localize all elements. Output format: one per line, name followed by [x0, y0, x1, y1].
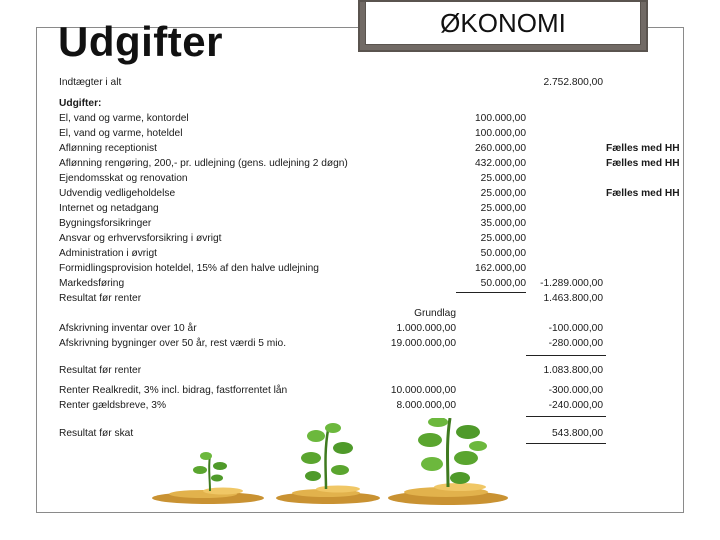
expense-label: Markedsføring [59, 278, 125, 289]
depreciation-value: -100.000,00 [548, 323, 603, 334]
expense-amount: 100.000,00 [475, 113, 526, 124]
expense-amount: 50.000,00 [480, 248, 526, 259]
interest-basis: 8.000.000,00 [396, 400, 456, 411]
expense-label: Formidlingsprovision hoteldel, 15% af den halve udlejning [59, 263, 319, 274]
income-label: Indtægter i alt [59, 77, 122, 88]
expense-label: Administration i øvrigt [59, 248, 157, 259]
interest-sum-rule [526, 416, 606, 417]
result-label: Resultat før renter [59, 293, 142, 304]
expense-label: Aflønning rengøring, 200,- pr. udlejning (gens. udlejning 2 døgn) [59, 158, 348, 169]
depreciation-label: Afskrivning bygninger over 50 år, rest værdi 5 mio. [59, 338, 287, 349]
expense-row [0, 113, 720, 128]
result-value: 1.463.800,00 [543, 293, 603, 304]
interest-row [0, 400, 720, 415]
expense-amount: 25.000,00 [480, 203, 526, 214]
expense-label: Internet og netadgang [59, 203, 159, 214]
expense-label: Bygningsforsikringer [59, 218, 152, 229]
depreciation-basis: 19.000.000,00 [390, 338, 456, 349]
coin-stack-icon [276, 486, 380, 505]
medium-plant-icon [301, 423, 353, 489]
result-row [0, 293, 720, 308]
result-value: 543.800,00 [552, 428, 603, 439]
expense-label: Ansvar og erhvervsforsikring i øvrigt [59, 233, 222, 244]
expense-amount: 162.000,00 [475, 263, 526, 274]
result-value: 1.083.800,00 [543, 365, 603, 376]
expense-amount: 25.000,00 [480, 233, 526, 244]
expense-amount: 432.000,00 [475, 158, 526, 169]
expense-note: Fælles med HH [606, 143, 680, 154]
basis-heading-row [0, 308, 720, 323]
expense-row [0, 188, 720, 203]
interest-basis: 10.000.000,00 [390, 385, 456, 396]
interest-value: -300.000,00 [548, 385, 603, 396]
depreciation-basis: 1.000.000,00 [396, 323, 456, 334]
expenses-total: -1.289.000,00 [540, 278, 603, 289]
expense-label: El, vand og varme, hoteldel [59, 128, 183, 139]
plants-growing-from-coins-illustration [148, 418, 518, 506]
expense-row [0, 278, 720, 293]
income-total: 2.752.800,00 [543, 77, 603, 88]
expense-row [0, 128, 720, 143]
expense-label: El, vand og varme, kontordel [59, 113, 189, 124]
depreciation-sum-rule [526, 355, 606, 356]
coin-stack-icon [152, 488, 264, 505]
expense-label: Ejendomsskat og renovation [59, 173, 188, 184]
expense-row [0, 218, 720, 233]
interest-value: -240.000,00 [548, 400, 603, 411]
expense-amount: 100.000,00 [475, 128, 526, 139]
expense-row [0, 173, 720, 188]
expense-amount: 25.000,00 [480, 173, 526, 184]
expenses-heading: Udgifter: [59, 98, 102, 109]
expense-amount: 50.000,00 [480, 278, 526, 289]
expense-amount: 260.000,00 [475, 143, 526, 154]
result-label: Resultat før renter [59, 365, 142, 376]
expense-label: Aflønning receptionist [59, 143, 157, 154]
interest-label: Renter Realkredit, 3% incl. bidrag, fastforrentet lån [59, 385, 288, 396]
expense-row [0, 248, 720, 263]
depreciation-value: -280.000,00 [548, 338, 603, 349]
expense-note: Fælles med HH [606, 188, 680, 199]
section-badge-label: ØKONOMI [365, 2, 641, 45]
final-sum-rule [526, 443, 606, 444]
result-row [0, 365, 720, 380]
basis-heading: Grundlag [414, 308, 456, 319]
expense-row [0, 143, 720, 158]
depreciation-row [0, 338, 720, 353]
expense-label: Udvendig vedligeholdelse [59, 188, 176, 199]
expense-row [0, 158, 720, 173]
expense-note: Fælles med HH [606, 158, 680, 169]
depreciation-row [0, 323, 720, 338]
page-title: Udgifter [58, 18, 223, 65]
expense-amount: 25.000,00 [480, 188, 526, 199]
interest-label: Renter gældsbreve, 3% [59, 400, 167, 411]
expenses-heading-row [0, 98, 720, 113]
income-row [0, 77, 720, 92]
small-sprout-icon [193, 452, 227, 491]
expense-row [0, 203, 720, 218]
expense-amount: 35.000,00 [480, 218, 526, 229]
large-plant-icon [418, 418, 487, 487]
expense-row [0, 233, 720, 248]
depreciation-label: Afskrivning inventar over 10 år [59, 323, 197, 334]
expense-row [0, 263, 720, 278]
interest-row [0, 385, 720, 400]
result-label: Resultat før skat [59, 428, 134, 439]
